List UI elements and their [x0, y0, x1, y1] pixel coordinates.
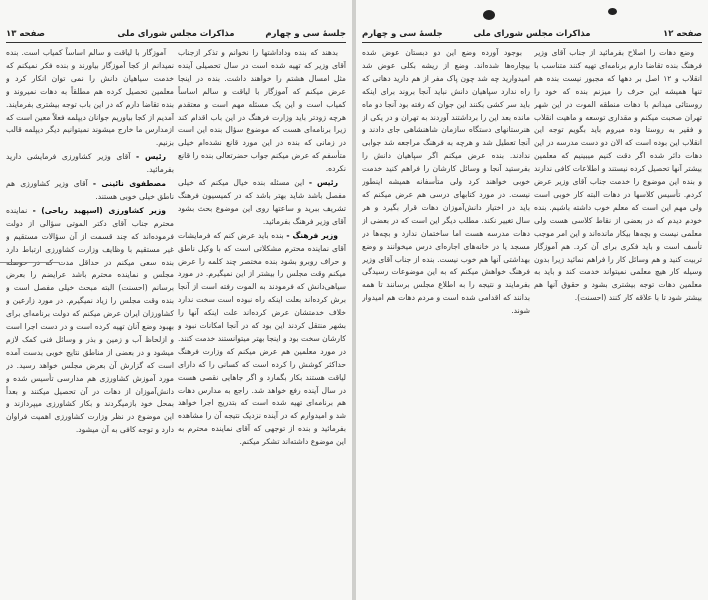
- paragraph: [362, 47, 530, 318]
- paragraph: [178, 47, 346, 176]
- paragraph-text: نماینده محترم جناب آقای دکتر الموتی سؤالی از دولت فرموده‌اند که چند قسمت از آن سؤالات مستقیم و غیر مستقیم با وظایف وزارت کشاورزی ارتباط دارد بنده سعی میکنم در حداقل مدت که در حوصله مجلس و نماینده محترم باشد عرایضم را بعرض برسانم (احسنت) البته مبحث خیلی مفصل است و بنده وقت مجلس را زیاد نمیگیرم. در مورد زارعین و کشاورزان ایران عرض میکنم که دولت برنامه‌ای برای بهبود وضع آنان تهیه کرده است و در دست اجرا است و ازلحاظ آب و زمین و بذر و وسائل فنی کمک لازم میشود و در بعضی از مناطق نتایج خوبی بدست آمده است که گزارش آن بعرض مجلس خواهد رسید. در مورد آموزش کشاورزی هم مدارسی تأسیس شده و دانش‌آموزان از دهات در آن تحصیل میکنند و بعداً بمحل خود بازمیگردند و بکار کشاورزی میپردازند و این موضوع در نظر وزارت کشاورزی اهمیت فراوان دارد و توجه کافی به آن میشود.: [6, 205, 174, 435]
- page-header: [6, 28, 346, 43]
- session-label: جلسهٔ سی و چهارم: [362, 29, 443, 39]
- ink-blot: [483, 10, 495, 20]
- paragraph: [6, 205, 174, 437]
- page-number: صفحه ۱۲: [663, 29, 702, 39]
- paragraph: [178, 230, 346, 449]
- page-number: صفحه ۱۳: [6, 29, 45, 39]
- running-title: مذاکرات مجلس شورای ملی: [473, 29, 591, 39]
- paragraph-text: این مسئله بنده خیال میکنم که خیلی مفصل باشد شاید بهتر باشد که در کمیسیون فرهنگ تشریف ببرید و ساعتها روی این موضوع بحث بشود آقای وزیر فرهنگ بفرمائید.: [178, 178, 346, 226]
- paragraph-text: بدهند که بنده وداداشتها را نخوانم و تذکر ازجناب آقای وزیر که تهیه شده است در سال تحصیلی آینده مثل امسال هشتم را خواهند داشت. بنده در اینجا عرض میکنم که آموزگار با لیاقت و سالم اساساً کمیاب است و این یک مسئله مهم است و معتقدم هرچه زودتر باید وزارت فرهنگ در این باب اقدام کند زیرا برنامه‌ای هست که موضوع سؤال بنده این است در زمانی که بنده در این مورد قانع نشده‌ام خیلی متأسفم که عرض میکنم جواب حضرتعالی بنده را قانع نکرده.: [178, 48, 346, 174]
- paragraph-text: آقای وزیر کشاورزی هم ناطق خیلی خوبی هستند.: [6, 179, 174, 201]
- page-header: [362, 28, 702, 43]
- paragraph-text: وضع دهات را اصلاح بفرمائید از جناب آقای وزیر فرهنگ بنده تقاضا دارم برنامه‌ای تهیه کنند متناسب با انقلاب و ۱۲ اصل بر دهها که مجبور نیست بنده هم تنها همیشه این حرف را میزنم بنده که خود را روستائی میدانم با دهات منطقه الموت در این شهر تهران صحبت میکنم و مقداری توسعه و ماهیت انقلاب و فقیر به روستا وده میروم باید بگویم توجه این انقلاب این بوده است که الان دو دست مدرسه در این دهات دائر شده اگر دقت کنیم میبینیم که معلمین بیشتر آنها تحصیل کرده نیستند و اطلاعات کافی ندارند و بنده این موضوع را خدمت جناب آقای وزیر عرض کردم. تأسیس کلاسها در دهات البته کار خوبی است ولی مهم این است که معلم خوب داشته باشیم. بنده خودم دیدم که در بعضی از نقاط کلاسی هست ولی معلمی نیست و بچه‌ها بیکار مانده‌اند و این امر موجب تأسف است و باید فکری برای آن کرد. هم آموزگار تربیت کنید و هم وسائل کار را فراهم نمائید زیرا بدون وسیله کار هیچ معلمی نمیتواند خدمت کند و باید به معلمین دهات توجه بیشتری بشود و حقوق آنها هم بیشتر شود تا با علاقه کار کنند (احسنت).: [534, 48, 702, 303]
- paragraph: [534, 47, 702, 305]
- speaker-name: مصطفوی نائینی -: [92, 179, 166, 189]
- divider: [0, 262, 60, 263]
- paragraph-text: آموزگار با لیاقت و سالم اساساً کمیاب است. بنده نمیدانم از کجا آموزگار بیاورند و بنده فکر نمیکنم که خدمت سیاهیان دانش را نمی توان انکار کرد و معلمین تحصیل کرده هم مطلقاً به دهات نمیروند و بنده تقاضا دارم که در این باب توجه بیشتری بفرمایند. آمدیم از کجا بیاوریم جوانان دیپلمه فعلاً معین است که ازمدارس ما خارج میشوند نمیتوانیم دیگر دیپلمه قالب بزنیم.: [6, 48, 174, 148]
- paragraph: [6, 151, 174, 177]
- speaker-name: وزیر کشاورزی (اسپهبد ریاحی) -: [32, 205, 167, 215]
- running-title: مذاکرات مجلس شورای ملی: [117, 29, 235, 39]
- paragraph: [6, 178, 174, 204]
- text-column: [178, 47, 346, 600]
- text-column: [534, 47, 702, 600]
- page-13: [0, 0, 352, 600]
- paragraph-text: بنده باید عرض کنم که فرمایشات آقای نماینده محترم مشکلاتی است که با وکیل ناطق و حراف روبرو بشود بنده مختصر چند کلمه را عرض میکنم وقت مجلس را بیشتر از این نمیگیرم. در مورد سیاهی‌دانش که فرمودند به الموت رفته است از آنجا برش کرده‌اند بعلت اینکه راه نبوده است سخت ندارد خلاف خدمتشان عرض کرده‌اند علت اینکه آنها را بشهر منتقل کردند این بود که در آنجا امکانات نبود و کارشان سخت بود و اینجا بهتر میتوانستند خدمت کنند. در مورد معلمین هم عرض میکنم که وزارت فرهنگ حداکثر کوشش را کرده است که کسانی را که دارای لیاقت هستند بکار بگمارد و اگر جاهایی نقصی هست در سال آینده رفع خواهد شد. راجع به مدارس دهات هم برنامه‌ای تهیه شده است که بتدریج اجرا خواهد شد و امیدوارم که در آینده نزدیک نتیجه آن را مشاهده بفرمائید و بنده از توجهی که آقای نماینده محترم به این موضوع داشته‌اند تشکر میکنم.: [178, 230, 346, 447]
- paragraph-text: بوجود آورده وضع این دو دبستان عوض شده بیچاره‌ها شده‌اند. وضع از ریشه بکلی عوض شد امیدوارید چه شد چون پاک مفر از هم دارید دهاتی که راه ندارد سپاهیان دانش نباید آنجا بروند برای اینکه باید سر کشی بکنند این جوان که رفته بود آنجا دو ماه مانده بعد این را برداشتند آوردند به تهران و در یکی از هنرستانهای دستگاه سازمان شاهنشاهی جای دادند و آنجا تعطیل شد و هرچه به فرهنگ مراجعه شد جوابی ندادند. بنده عرض میکنم اگر سپاهیان دانش را بفرستید آنجا و وسائل کارشان را فراهم کنید خدمت خوبی خواهند کرد ولی متأسفانه همیشه اینطور نیست. در مورد کتابهای درسی هم عرض میکنم که باید در اختیار دانش‌آموزان دهات قرار بگیرد و هر سال تغییر نکند. مطلب دیگر این است که در بعضی از دهات مدرسه هست اما ساختمان ندارد و بچه‌ها در مسجد یا در خانه‌های اجاره‌ای درس میخوانند و وضع بهداشتی آنها هم خوب نیست. بنده از جناب آقای وزیر فرهنگ خواهش میکنم که به این موضوعات رسیدگی بفرمایند و نتیجه را به اطلاع مجلس برسانند تا همه بدانند که اقدامی شده است و مردم دهات هم امیدوار شوند.: [362, 48, 530, 316]
- ink-blot: [608, 8, 617, 15]
- paragraph: [178, 177, 346, 229]
- paragraph: [6, 47, 174, 150]
- page-12: [356, 0, 708, 600]
- speaker-name: وزیر فرهنگ -: [286, 230, 338, 240]
- speaker-name: رئیس -: [135, 152, 167, 162]
- text-column: [362, 47, 530, 600]
- session-label: جلسهٔ سی و چهارم: [265, 29, 346, 39]
- paragraph-text: آقای وزیر کشاورزی فرمایشی دارید بفرمائید.: [6, 152, 174, 175]
- text-column: [6, 47, 174, 600]
- speaker-name: رئیس -: [308, 178, 338, 188]
